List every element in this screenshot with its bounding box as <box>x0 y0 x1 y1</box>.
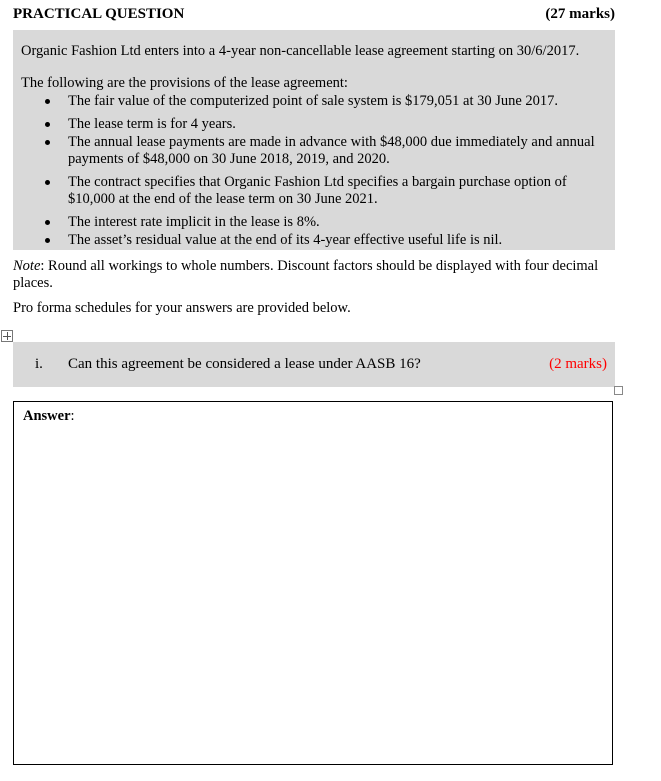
table-move-handle-icon[interactable] <box>1 330 13 342</box>
scenario-intro: Organic Fashion Ltd enters into a 4-year non-cancellable lease agreement starting on 30/6/2017. <box>21 43 580 59</box>
answer-label <box>23 408 75 425</box>
pro-forma-text: Pro forma schedules for your answers are provided below. <box>13 300 351 316</box>
note-text: : Round all workings to whole numbers. Discount factors should be displayed with four decimal places. <box>13 258 599 291</box>
total-marks: (27 marks) <box>545 6 615 22</box>
provision-item: The lease term is for 4 years. <box>13 116 615 133</box>
question-marks: (2 marks) <box>549 356 607 372</box>
provision-item: The annual lease payments are made in advance with $48,000 due immediately and annual payments of $48,000 on 30 June 2018, 2019, and 2020. <box>13 134 615 168</box>
provisions-heading: The following are the provisions of the lease agreement: <box>21 75 348 91</box>
answer-label-text: Answer <box>23 408 71 424</box>
scenario-box <box>13 30 615 250</box>
answer-box[interactable] <box>13 401 613 765</box>
provision-item: The interest rate implicit in the lease is 8%. <box>13 214 615 231</box>
provision-item: The asset’s residual value at the end of its 4-year effective useful life is nil. <box>13 232 615 249</box>
question-number: i. <box>35 356 43 372</box>
provision-item: The contract specifies that Organic Fashion Ltd specifies a bargain purchase option of $10,000 at the end of the lease term on 30 June 2021. <box>13 174 615 208</box>
provision-item: The fair value of the computerized point of sale system is $179,051 at 30 June 2017. <box>13 93 615 110</box>
question-row <box>13 342 615 387</box>
rounding-note <box>13 258 617 292</box>
question-title: PRACTICAL QUESTION <box>13 6 185 22</box>
table-resize-handle-icon[interactable] <box>614 386 623 395</box>
provisions-list <box>13 93 615 255</box>
answer-label-colon: : <box>70 408 75 424</box>
question-text: Can this agreement be considered a lease under AASB 16? <box>68 356 421 372</box>
note-label: Note <box>13 258 41 274</box>
